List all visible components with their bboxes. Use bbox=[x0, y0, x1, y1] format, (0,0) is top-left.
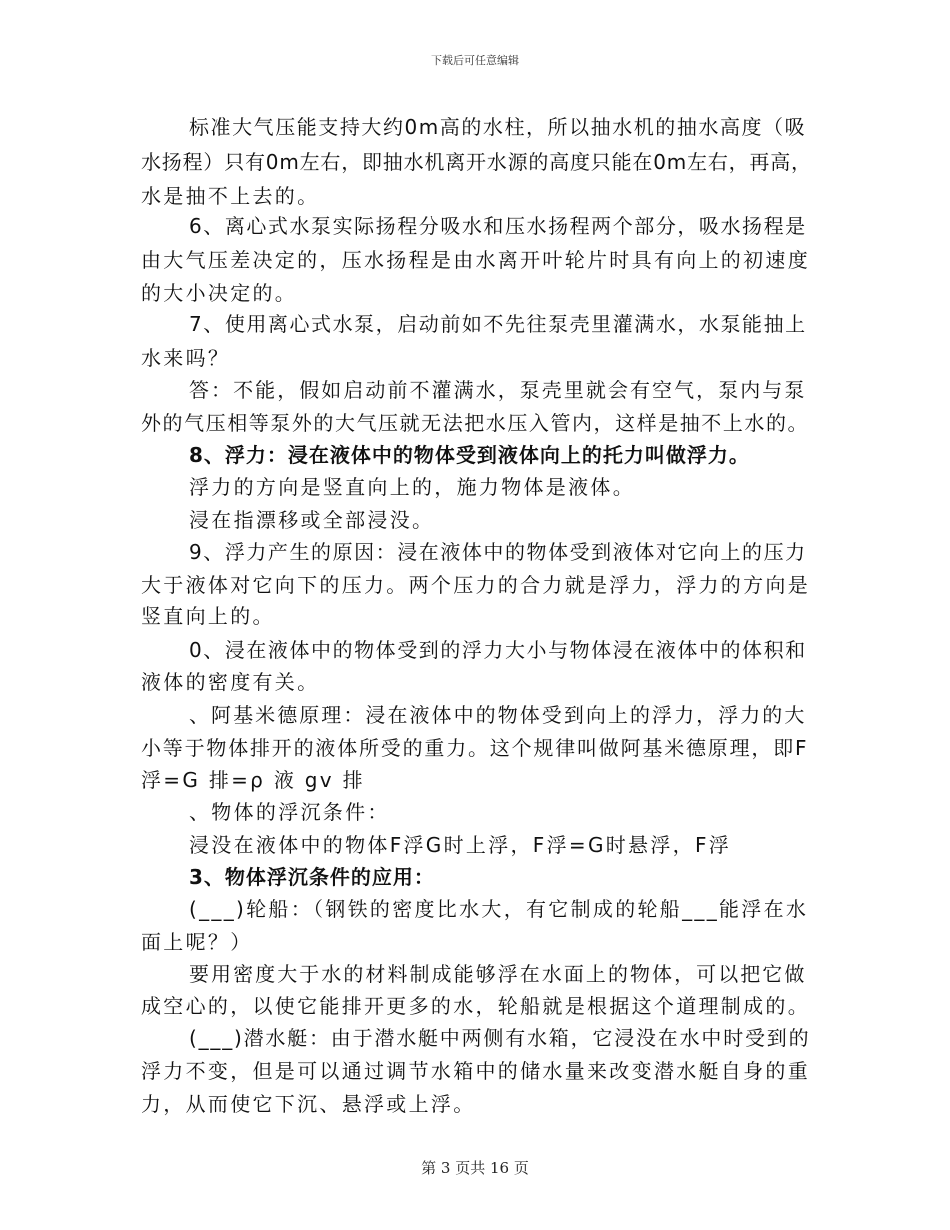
paragraph-line: 浸没在液体中的物体F浮G时上浮，F浮=G时悬浮，F浮 bbox=[189, 833, 732, 857]
page-header: 下载后可任意编辑 bbox=[431, 54, 519, 67]
paragraph-line: 浮=G 排=ρ 液 gv 排 bbox=[141, 768, 365, 792]
paragraph-line: 水扬程）只有0m左右，即抽水机离开水源的高度只能在0m左右，再高， bbox=[141, 150, 812, 174]
paragraph-line: 的大小决定的。 bbox=[141, 281, 298, 305]
paragraph-line: 9、浮力产生的原因：浸在液体中的物体受到液体对它向上的压力 bbox=[189, 540, 807, 564]
paragraph-line: 成空心的，以使它能排开更多的水，轮船就是根据这个道理制成的。 bbox=[141, 994, 810, 1018]
paragraph-line: 要用密度大于水的材料制成能够浮在水面上的物体，可以把它做 bbox=[189, 962, 807, 986]
paragraph-line: 小等于物体排开的液体所受的重力。这个规律叫做阿基米德原理，即F bbox=[141, 736, 809, 760]
paragraph-line: 浮力的方向是竖直向上的，施力物体是液体。 bbox=[189, 475, 635, 499]
paragraph-line: 液体的密度有关。 bbox=[141, 670, 320, 694]
paragraph-line: (___)潜水艇：由于潜水艇中两侧有水箱，它浸没在水中时受到的 bbox=[189, 1026, 811, 1050]
paragraph-line: 0、浸在液体中的物体受到的浮力大小与物体浸在液体中的体积和 bbox=[189, 638, 807, 662]
paragraph-line: 浸在指漂移或全部浸没。 bbox=[189, 508, 435, 532]
paragraph-line: 大于液体对它向下的压力。两个压力的合力就是浮力，浮力的方向是 bbox=[141, 573, 810, 597]
section-heading: 8、浮力：浸在液体中的物体受到液体向上的托力叫做浮力。 bbox=[189, 443, 750, 467]
paragraph-line: 、阿基米德原理：浸在液体中的物体受到向上的浮力，浮力的大 bbox=[189, 703, 807, 727]
section-heading: 3、物体浮沉条件的应用： bbox=[189, 865, 435, 889]
paragraph-line: 由大气压差决定的，压水扬程是由水离开叶轮片时具有向上的初速度 bbox=[141, 248, 810, 272]
paragraph-line: 、物体的浮沉条件： bbox=[189, 800, 390, 824]
paragraph-line: 竖直向上的。 bbox=[141, 604, 275, 628]
paragraph-line: 答：不能，假如启动前不灌满水，泵壳里就会有空气，泵内与泵 bbox=[189, 378, 807, 402]
paragraph-line: 浮力不变，但是可以通过调节水箱中的储水量来改变潜水艇自身的重 bbox=[141, 1059, 810, 1083]
paragraph-line: 力，从而使它下沉、悬浮或上浮。 bbox=[141, 1092, 476, 1116]
paragraph-line: 外的气压相等泵外的大气压就无法把水压入管内，这样是抽不上水的。 bbox=[141, 411, 810, 435]
paragraph-line: 标准大气压能支持大约0m高的水柱，所以抽水机的抽水高度（吸 bbox=[189, 115, 807, 139]
paragraph-line: 面上呢？） bbox=[141, 930, 253, 954]
paragraph-line: 7、使用离心式水泵，启动前如不先往泵壳里灌满水，水泵能抽上 bbox=[189, 312, 807, 336]
paragraph-line: 6、离心式水泵实际扬程分吸水和压水扬程两个部分，吸水扬程是 bbox=[189, 214, 807, 238]
paragraph-line: 水来吗？ bbox=[141, 346, 231, 370]
paragraph-line: (___)轮船：（钢铁的密度比水大，有它制成的轮船___能浮在水 bbox=[189, 897, 809, 921]
paragraph-line: 水是抽不上去的。 bbox=[141, 184, 320, 208]
page-footer: 第 3 页共 16 页 bbox=[421, 1159, 529, 1177]
